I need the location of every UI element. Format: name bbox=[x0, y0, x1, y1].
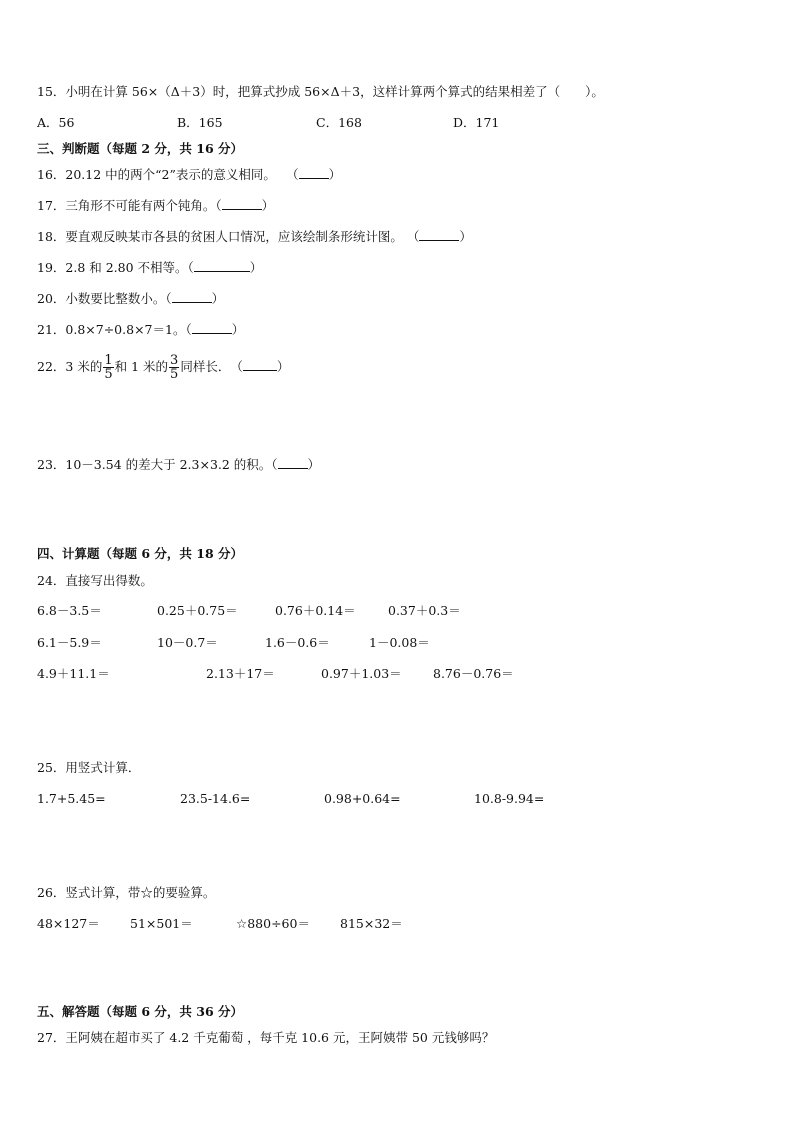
exercise-item: 10.8-9.94= bbox=[474, 791, 545, 806]
question-22-mid: 和 1 米的 bbox=[114, 359, 169, 374]
question-16 bbox=[37, 167, 341, 183]
question-18 bbox=[37, 229, 472, 245]
section-5-title: 五、解答题（每题 6 分，共 36 分） bbox=[37, 1004, 244, 1019]
fraction-numerator: 3 bbox=[170, 353, 179, 368]
question-23-text: 23．10－3.54 的差大于 2.3×3.2 的积。（ bbox=[37, 457, 278, 472]
section-4-title: 四、计算题（每题 6 分，共 18 分） bbox=[37, 546, 244, 561]
exercise-item: 1.6－0.6＝ bbox=[265, 635, 330, 650]
question-15-option-c: C．168 bbox=[316, 115, 362, 130]
close-paren: ） bbox=[328, 167, 342, 182]
exercise-item: 8.76－0.76＝ bbox=[433, 666, 514, 681]
question-23 bbox=[37, 457, 320, 473]
answer-blank[interactable] bbox=[419, 229, 459, 241]
exercise-item: 0.37＋0.3＝ bbox=[388, 603, 461, 618]
close-paren: ） bbox=[211, 291, 225, 306]
exercise-item: 0.76＋0.14＝ bbox=[275, 603, 356, 618]
question-15-text: 15．小明在计算 56×（Δ＋3）时，把算式抄成 56×Δ＋3，这样计算两个算式的结果相差了（ ）。 bbox=[37, 84, 604, 99]
exercise-item: 51×501＝ bbox=[130, 916, 193, 931]
question-21-text: 21．0.8×7÷0.8×7＝1。（ bbox=[37, 322, 192, 337]
question-26-prompt: 26．竖式计算，带☆的要验算。 bbox=[37, 885, 216, 900]
question-25-prompt: 25．用竖式计算． bbox=[37, 760, 141, 775]
question-20 bbox=[37, 291, 224, 307]
question-16-text: 16．20.12 中的两个“2”表示的意义相同。 （ bbox=[37, 167, 299, 182]
question-18-text: 18．要直观反映某市各县的贫困人口情况，应该绘制条形统计图。 （ bbox=[37, 229, 420, 244]
close-paren: ） bbox=[261, 198, 275, 213]
section-3-title: 三、判断题（每题 2 分，共 16 分） bbox=[37, 141, 244, 156]
exercise-item: 1.7+5.45= bbox=[37, 791, 106, 806]
question-21 bbox=[37, 322, 244, 338]
exercise-item: 2.13＋17＝ bbox=[206, 666, 275, 681]
question-15-option-a: A．56 bbox=[37, 115, 75, 130]
exercise-item: 6.1－5.9＝ bbox=[37, 635, 102, 650]
exercise-item: 6.8－3.5＝ bbox=[37, 603, 102, 618]
close-paren: ） bbox=[459, 229, 472, 244]
fraction-numerator: 1 bbox=[104, 353, 113, 368]
exercise-item: 0.98+0.64= bbox=[324, 791, 401, 806]
question-22 bbox=[37, 347, 289, 387]
fraction-one-fifth bbox=[103, 354, 113, 381]
exercise-item: 48×127＝ bbox=[37, 916, 100, 931]
question-17 bbox=[37, 198, 274, 214]
question-15-option-d: D．171 bbox=[453, 115, 500, 130]
fraction-denominator: 5 bbox=[170, 367, 179, 382]
close-paren: ） bbox=[307, 457, 321, 472]
exercise-item: 0.97＋1.03＝ bbox=[321, 666, 402, 681]
answer-blank[interactable] bbox=[222, 198, 262, 210]
question-15-option-b: B．165 bbox=[177, 115, 223, 130]
question-22-post: 同样长． （ bbox=[180, 359, 243, 374]
question-17-text: 17．三角形不可能有两个钝角。（ bbox=[37, 198, 222, 213]
answer-blank[interactable] bbox=[172, 291, 212, 303]
exercise-item: 1－0.08＝ bbox=[369, 635, 430, 650]
question-27-text: 27．王阿姨在超市买了 4.2 千克葡萄 ，每千克 10.6 元，王阿姨带 50 元钱够吗？ bbox=[37, 1030, 495, 1045]
exercise-item: 815×32＝ bbox=[340, 916, 403, 931]
answer-blank[interactable] bbox=[299, 167, 329, 179]
close-paren: ） bbox=[231, 322, 245, 337]
exercise-item: 0.25＋0.75＝ bbox=[157, 603, 238, 618]
question-24-prompt: 24．直接写出得数。 bbox=[37, 573, 153, 588]
fraction-three-fifths bbox=[169, 354, 179, 381]
question-19 bbox=[37, 260, 262, 276]
question-22-pre: 22．3 米的 bbox=[37, 359, 103, 374]
answer-blank[interactable] bbox=[243, 359, 277, 371]
exercise-item: 10－0.7＝ bbox=[157, 635, 218, 650]
close-paren: ） bbox=[276, 359, 290, 374]
exercise-item: 4.9＋11.1＝ bbox=[37, 666, 110, 681]
answer-blank[interactable] bbox=[278, 457, 308, 469]
close-paren: ） bbox=[249, 260, 263, 275]
exercise-item: ☆880÷60＝ bbox=[236, 916, 310, 931]
question-19-text: 19．2.8 和 2.80 不相等。（ bbox=[37, 260, 194, 275]
fraction-denominator: 5 bbox=[104, 367, 113, 382]
exercise-item: 23.5-14.6= bbox=[180, 791, 251, 806]
answer-blank[interactable] bbox=[192, 322, 232, 334]
question-20-text: 20．小数要比整数小。（ bbox=[37, 291, 172, 306]
answer-blank[interactable] bbox=[194, 260, 250, 272]
